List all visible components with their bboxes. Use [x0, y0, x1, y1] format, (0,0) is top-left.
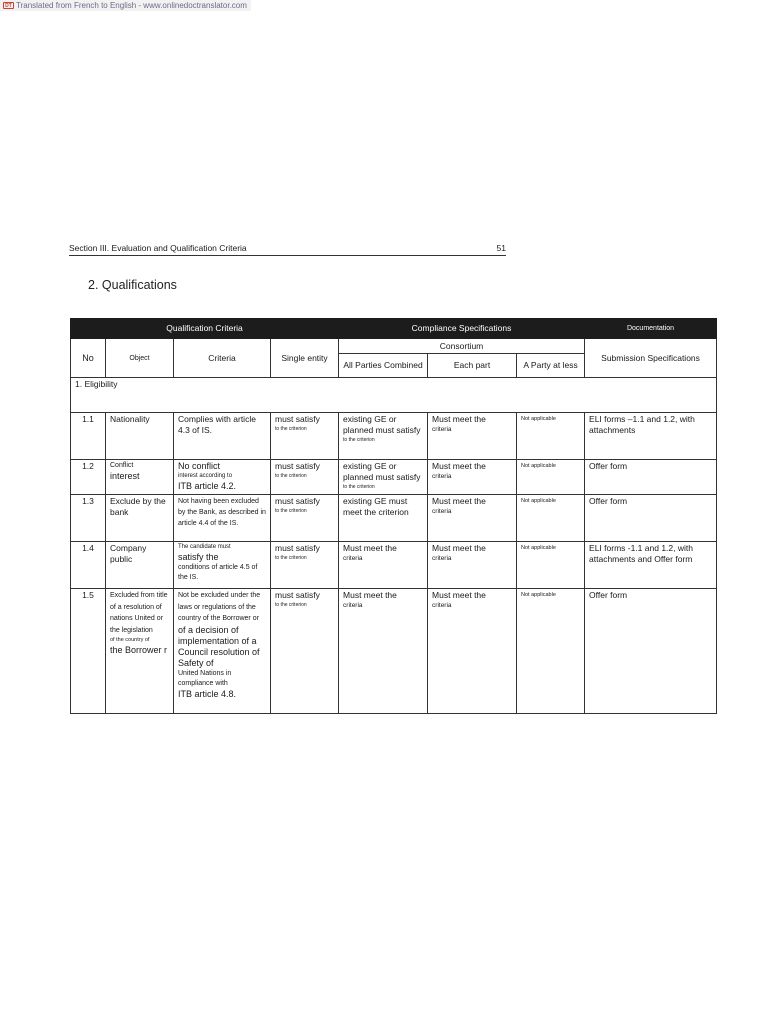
criteria-line: No conflict	[178, 461, 221, 471]
header-single-entity: Single entity	[271, 339, 339, 378]
translation-banner[interactable]	[0, 0, 251, 11]
table-row	[71, 542, 717, 589]
row-each-part	[428, 589, 517, 714]
single-sub: to the criterion	[275, 508, 307, 514]
header-object: Object	[106, 339, 174, 378]
header-consortium: Consortium	[339, 339, 585, 354]
criteria-line: United Nations in compliance with	[178, 669, 232, 687]
row-all-parties	[339, 542, 428, 589]
single-sub: to the criterion	[275, 473, 307, 479]
all-sub: to the criterion	[343, 484, 375, 490]
row-single-entity	[271, 589, 339, 714]
single-sub: to the criterion	[275, 426, 307, 432]
each-main: Must meet the	[432, 414, 486, 424]
page-number: 51	[496, 243, 506, 253]
row-single-entity	[271, 413, 339, 460]
header-a-party: A Party at less	[517, 354, 585, 378]
single-main: must satisfy	[275, 590, 320, 600]
row-criteria	[174, 542, 271, 589]
row-number: 1.1	[71, 413, 106, 460]
all-main: existing GE or planned must satisfy	[343, 461, 421, 482]
row-a-party: Not applicable	[517, 589, 585, 714]
section-row-eligibility	[71, 378, 717, 413]
row-criteria: Complies with article 4.3 of IS.	[174, 413, 271, 460]
header-qualification-criteria: Qualification Criteria	[71, 319, 339, 339]
header-compliance-specifications: Compliance Specifications	[339, 319, 585, 339]
criteria-line: The candidate must	[178, 544, 231, 550]
row-a-party: Not applicable	[517, 413, 585, 460]
table-header-row	[71, 319, 717, 339]
table-row	[71, 495, 717, 542]
each-main: Must meet the	[432, 496, 486, 506]
table-row	[71, 413, 717, 460]
row-all-parties: existing GE must meet the criterion	[339, 495, 428, 542]
single-main: must satisfy	[275, 543, 320, 553]
row-each-part	[428, 460, 517, 495]
single-main: must satisfy	[275, 496, 320, 506]
object-line: of the country of	[110, 637, 150, 643]
page-header	[69, 243, 506, 256]
table-row	[71, 460, 717, 495]
row-documentation: ELI forms -1.1 and 1.2, with attachments and Offer form	[585, 542, 717, 589]
document-translator-icon: DT	[3, 2, 14, 9]
row-object	[106, 460, 174, 495]
all-main: Must meet the	[343, 543, 397, 553]
row-single-entity	[271, 460, 339, 495]
object-line: the Borrower r	[110, 645, 168, 655]
object-line: interest	[110, 471, 140, 481]
single-sub: to the criterion	[275, 602, 307, 608]
row-all-parties	[339, 413, 428, 460]
qualification-table	[70, 318, 717, 714]
object-line: Conflict	[110, 462, 134, 469]
row-criteria: Not having been excluded by the Bank, as described in article 4.4 of the IS.	[174, 495, 271, 542]
row-object: Company public	[106, 542, 174, 589]
row-a-party: Not applicable	[517, 495, 585, 542]
row-each-part	[428, 542, 517, 589]
header-all-parties: All Parties Combined	[339, 354, 428, 378]
header-documentation: Documentation	[585, 319, 717, 339]
all-sub: criteria	[343, 555, 363, 562]
row-object: Exclude by the bank	[106, 495, 174, 542]
criteria-line: of a decision of implementation of a Council resolution of Safety of	[178, 624, 260, 668]
all-main: Must meet the	[343, 590, 397, 600]
all-sub: to the criterion	[343, 437, 375, 443]
table-row	[71, 589, 717, 714]
each-sub: criteria	[432, 508, 452, 515]
row-criteria	[174, 589, 271, 714]
single-main: must satisfy	[275, 414, 320, 424]
banner-text[interactable]: Translated from French to English - www.onlinedoctranslator.com	[16, 1, 247, 10]
table-subheader-row	[71, 339, 717, 354]
row-single-entity	[271, 495, 339, 542]
criteria-line: conditions of article 4.5 of the IS.	[178, 564, 258, 581]
header-each-part: Each part	[428, 354, 517, 378]
section-title: Section III. Evaluation and Qualification Criteria	[69, 243, 247, 253]
each-main: Must meet the	[432, 461, 486, 471]
row-documentation: ELI forms –1.1 and 1.2, with attachments	[585, 413, 717, 460]
row-object: Nationality	[106, 413, 174, 460]
page-title: 2. Qualifications	[88, 278, 177, 292]
each-sub: criteria	[432, 602, 452, 609]
all-main: existing GE or planned must satisfy	[343, 414, 421, 435]
criteria-line: ITB article 4.2.	[178, 481, 237, 491]
all-sub: criteria	[343, 602, 363, 609]
row-documentation: Offer form	[585, 460, 717, 495]
row-number: 1.4	[71, 542, 106, 589]
criteria-line: satisfy the	[178, 552, 219, 562]
criteria-line: interest according to	[178, 473, 233, 479]
row-criteria	[174, 460, 271, 495]
object-line: Excluded from title of a resolution of nations United or the legislation	[110, 592, 168, 634]
each-main: Must meet the	[432, 543, 486, 553]
row-single-entity	[271, 542, 339, 589]
single-main: must satisfy	[275, 461, 320, 471]
header-submission-specifications: Submission Specifications	[585, 339, 717, 378]
single-sub: to the criterion	[275, 555, 307, 561]
header-no: No	[71, 339, 106, 378]
row-object	[106, 589, 174, 714]
row-each-part	[428, 495, 517, 542]
row-each-part	[428, 413, 517, 460]
row-documentation: Offer form	[585, 589, 717, 714]
each-main: Must meet the	[432, 590, 486, 600]
row-number: 1.2	[71, 460, 106, 495]
row-a-party: Not applicable	[517, 542, 585, 589]
row-a-party: Not applicable	[517, 460, 585, 495]
row-number: 1.3	[71, 495, 106, 542]
each-sub: criteria	[432, 555, 452, 562]
each-sub: criteria	[432, 473, 452, 480]
criteria-line: ITB article 4.8.	[178, 688, 237, 699]
each-sub: criteria	[432, 426, 452, 433]
section-label: 1. Eligibility	[71, 378, 717, 413]
row-documentation: Offer form	[585, 495, 717, 542]
criteria-line: Not be excluded under the laws or regulations of the country of the Borrower or	[178, 592, 261, 622]
header-criteria: Criteria	[174, 339, 271, 378]
row-number: 1.5	[71, 589, 106, 714]
row-all-parties	[339, 589, 428, 714]
row-all-parties	[339, 460, 428, 495]
